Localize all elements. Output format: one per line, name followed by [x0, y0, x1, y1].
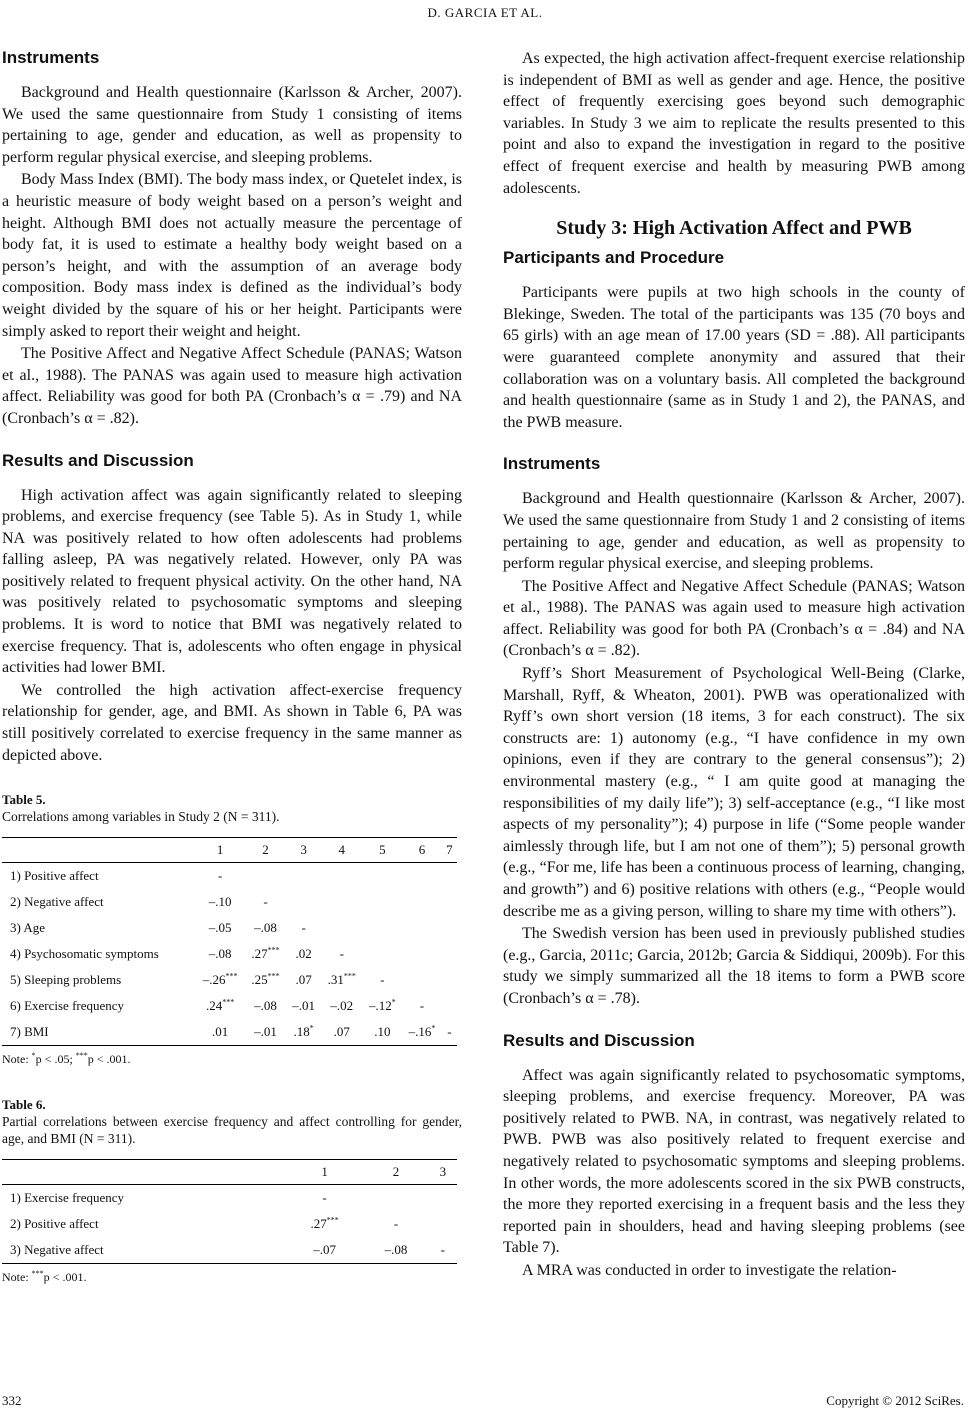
column-header: 5 [363, 838, 403, 863]
table-cell: –.05 [208, 920, 232, 936]
table-cell: .01 [195, 1019, 244, 1046]
table-cell: .27*** [251, 945, 280, 962]
table-cell [321, 915, 362, 941]
page-number: 332 [2, 1393, 22, 1408]
table-cell: .24*** [205, 997, 235, 1014]
paragraph: Background and Health questionnaire (Karlsson & Archer, 2007). We used the same questionnaire from Study 1 and 2 consisting of items pertaining to age, gender and education, as well as propensity to perform regular physical exercise, and sleeping problems. [503, 490, 965, 573]
table-cell: - [393, 1216, 399, 1232]
table-cell: .02 [295, 946, 312, 962]
table-caption: Partial correlations between exercise frequency and affect controlling for gender, age, and BMI (N = 311). [2, 1114, 462, 1147]
table-cell: - [263, 894, 268, 910]
paragraph: Affect was again significantly related to psychosomatic symptoms, sleeping problems, and exercise frequency. Moreover, PA was positively related to PWB. NA, in contrast, was negatively related to PWB. PWB was also positively related to frequent exercise and negatively related to psychosomatic symptoms and sleeping problems. In other words, the more adolescents scored in the six PWB constructs, the more they reported exercising in a frequent basis and the less they reported pain in shoulders, head and having sleeping problems (see Table 7). [503, 1066, 965, 1257]
right-column [503, 48, 965, 1283]
table-cell [363, 889, 403, 915]
table-note: Note: *p < .05; ***p < .001. [2, 1051, 131, 1067]
table-cell: - [217, 868, 223, 884]
table-row [2, 993, 457, 1019]
table-6 [2, 1159, 457, 1264]
paragraph: As expected, the high activation affect-frequent exercise relationship is independent of BMI as well as gender and age. Hence, the positive effect of frequently exercising goes beyond such demographic variables. In Study 3 we aim to replicate the results presented to this point and also to expand the investigation in regard to the positive effect of frequent exercise and health by measuring PWB among adolescents. [503, 50, 965, 197]
paragraph: Body Mass Index (BMI). The body mass index, or Quetelet index, is a heuristic measure of body weight based on a person’s weight and height. Although BMI does not actually measure the percentage of body fat, it is used to estimate a healthy body weight based on a person’s height, and with the assumption of an average body composition. Body mass index is defined as the individual’s body weight divided by the square of his or her height. Participants were simply asked to report their weight and height. [2, 171, 462, 340]
table-row [2, 1211, 457, 1237]
row-label: 5) Sleeping problems [10, 972, 122, 988]
row-label: 2) Positive affect [10, 1216, 99, 1232]
paragraph: Participants were pupils at two high schools in the county of Blekinge, Sweden. The total of the participants was 135 (70 boys and 65 girls) with an age mean of 17.00 years (SD = .88). All participants were guaranteed complete anonymity and assured that their collaboration was on a voluntary basis. All completed the background and health questionnaire (same as in Study 1 and 2), the PANAS, and the PWB measure. [503, 284, 965, 431]
table-cell: .25*** [251, 971, 280, 988]
table-cell [442, 889, 457, 915]
table-caption: Correlations among variables in Study 2 (N = 311). [2, 809, 280, 825]
column-header: 2 [363, 1160, 428, 1185]
section-heading: Instruments [2, 48, 100, 67]
table-cell [286, 863, 321, 890]
table-cell: - [429, 1237, 457, 1264]
paragraph: Background and Health questionnaire (Karlsson & Archer, 2007). We used the same questionnaire from Study 1 consisting of items pertaining to age, gender and education, as well as propensity to perform regular physical exercise, and sleeping problems. [2, 84, 462, 166]
table-cell: –.08 [363, 1237, 428, 1264]
table-cell [321, 889, 362, 915]
row-label: 3) Age [10, 920, 46, 936]
paragraph: Ryff’s Short Measurement of Psychological Well-Being (Clarke, Marshall, Ryff, & Wheaton, 2001). PWB was operationalized with Ryff’s own short version (18 items, 3 for each construct). The six constructs are: 1) autonomy (e.g., “I have confidence in my own opinions, even if they are contrary to the general consensus”); 2) environmental mastery (e.g., “ I am quite good at managing the responsibilities of my daily life”); 3) self-acceptance (e.g., “I like most aspects of my personality”); 4) purpose in life (“Some people wander aimlessly through life, but I am not one of them”); 5) personal growth (e.g., “For me, life has been a continuous process of learning, changing, and growth”) and 6) positive relations with others (e.g., “People would describe me as a giving person, willing to share my time with others”). [503, 665, 965, 920]
left-column [2, 48, 462, 1285]
table-cell [442, 915, 457, 941]
table-cell [402, 967, 442, 993]
table-row [2, 941, 457, 967]
table-cell [442, 993, 457, 1019]
table-cell: –.08 [254, 920, 277, 936]
table-cell [402, 941, 442, 967]
table-cell: - [339, 946, 344, 962]
table-cell [363, 915, 403, 941]
row-label: 1) Exercise frequency [10, 1190, 125, 1206]
table-row [2, 1019, 457, 1046]
copyright: Copyright © 2012 SciRes. [826, 1393, 964, 1408]
table-cell [429, 1211, 457, 1237]
paragraph: The Positive Affect and Negative Affect Schedule (PANAS; Watson et al., 1988). The PANAS was again used to measure high activation affect. Reliability was good for both PA (Cronbach’s α = .84) and NA (Cronbach’s α = .82). [503, 577, 965, 660]
table-cell [286, 889, 321, 915]
column-header: 3 [286, 838, 321, 863]
table-cell: –.07 [286, 1237, 364, 1264]
column-header: 6 [402, 838, 442, 863]
table-cell: .10 [363, 1019, 403, 1046]
table-cell: - [419, 998, 425, 1014]
table-cell [402, 915, 442, 941]
table-cell [442, 967, 457, 993]
table-cell [363, 941, 403, 967]
table-cell: .07 [295, 972, 312, 988]
table-cell: –.08 [254, 998, 277, 1014]
paragraph: The Swedish version has been used in previously published studies (e.g., Garcia, 2011c; Garcia, 2012b; Garcia & Siddiqui, 2009b). For this study we simply summarized all the 18 items to form a PWB score (Cronbach’s α = .78). [503, 925, 965, 1007]
table-label: Table 6. [2, 1097, 46, 1113]
table-cell: .31*** [327, 971, 356, 988]
table-cell [442, 941, 457, 967]
paragraph: A MRA was conducted in order to investigate the relation- [522, 1261, 897, 1279]
table-cell: –.01 [292, 998, 316, 1014]
column-header [2, 838, 195, 863]
column-header: 4 [321, 838, 362, 863]
column-header: 1 [195, 838, 244, 863]
paragraph: The Positive Affect and Negative Affect Schedule (PANAS; Watson et al., 1988). The PANAS was again used to measure high activation affect. Reliability was good for both PA (Cronbach’s α = .79) and NA (Cronbach’s α = .82). [2, 345, 462, 427]
table-cell [321, 863, 362, 890]
table-cell: - [442, 1019, 457, 1046]
table-cell [363, 863, 403, 890]
column-header [2, 1160, 286, 1185]
row-label: 4) Psychosomatic symptoms [10, 946, 159, 962]
table-cell [402, 889, 442, 915]
row-label: 6) Exercise frequency [10, 998, 125, 1014]
table-row [2, 863, 457, 890]
row-label: 2) Negative affect [10, 894, 104, 910]
table-cell: –.12* [368, 997, 396, 1014]
table-cell: - [322, 1190, 327, 1206]
table-cell [442, 863, 457, 890]
table-cell: –.08 [208, 946, 232, 962]
column-header: 3 [429, 1160, 457, 1185]
table-cell [245, 863, 286, 890]
table-cell: .18* [286, 1019, 321, 1046]
table-cell: - [301, 920, 306, 936]
table-row [2, 1237, 457, 1264]
table-cell: .07 [321, 1019, 362, 1046]
column-header: 1 [286, 1160, 364, 1185]
table-cell: –.10 [208, 894, 232, 910]
section-heading: Results and Discussion [503, 1030, 695, 1050]
study-heading: Study 3: High Activation Affect and PWB [556, 217, 912, 240]
table-cell [429, 1185, 457, 1212]
table-cell: –.26*** [202, 971, 238, 988]
section-heading: Instruments [503, 454, 601, 474]
row-label: 1) Positive affect [10, 868, 99, 884]
table-cell [363, 1185, 428, 1212]
column-header: 2 [245, 838, 286, 863]
table-5 [2, 837, 457, 1046]
row-label: 7) BMI [2, 1019, 195, 1046]
table-row [2, 915, 457, 941]
running-header: D. GARCIA ET AL. [427, 5, 543, 20]
paragraph: High activation affect was again significantly related to sleeping problems, and exercise frequency (see Table 5). As in Study 1, while NA was positively related to how often adolescents had problems falling asleep, PA was negatively related. However, only PA was positively related to frequent physical activity. On the other hand, NA was positively related to psychosomatic symptoms and sleeping problems. It is word to notice that BMI was negatively related to exercise frequency. That is, adolescents who often engage in physical activities had lower BMI. [2, 486, 462, 677]
table-cell: –.01 [245, 1019, 286, 1046]
table-cell [402, 863, 442, 890]
table-cell: –.02 [330, 998, 354, 1014]
column-header: 7 [442, 838, 457, 863]
table-cell: –.16* [402, 1019, 442, 1046]
table-cell: .27*** [310, 1215, 339, 1232]
table-row [2, 889, 457, 915]
paragraph: We controlled the high activation affect-exercise frequency relationship for gender, age, and BMI. As shown in Table 6, PA was still positively correlated to exercise frequency in the same manner as depicted above. [2, 681, 462, 764]
section-heading: Participants and Procedure [503, 248, 725, 268]
section-heading: Results and Discussion [2, 450, 194, 470]
table-label: Table 5. [2, 792, 46, 808]
table-row [2, 967, 457, 993]
row-label: 3) Negative affect [2, 1237, 286, 1264]
table-cell: - [380, 972, 385, 988]
table-note: Note: ***p < .001. [2, 1269, 87, 1285]
table-row [2, 1185, 457, 1212]
